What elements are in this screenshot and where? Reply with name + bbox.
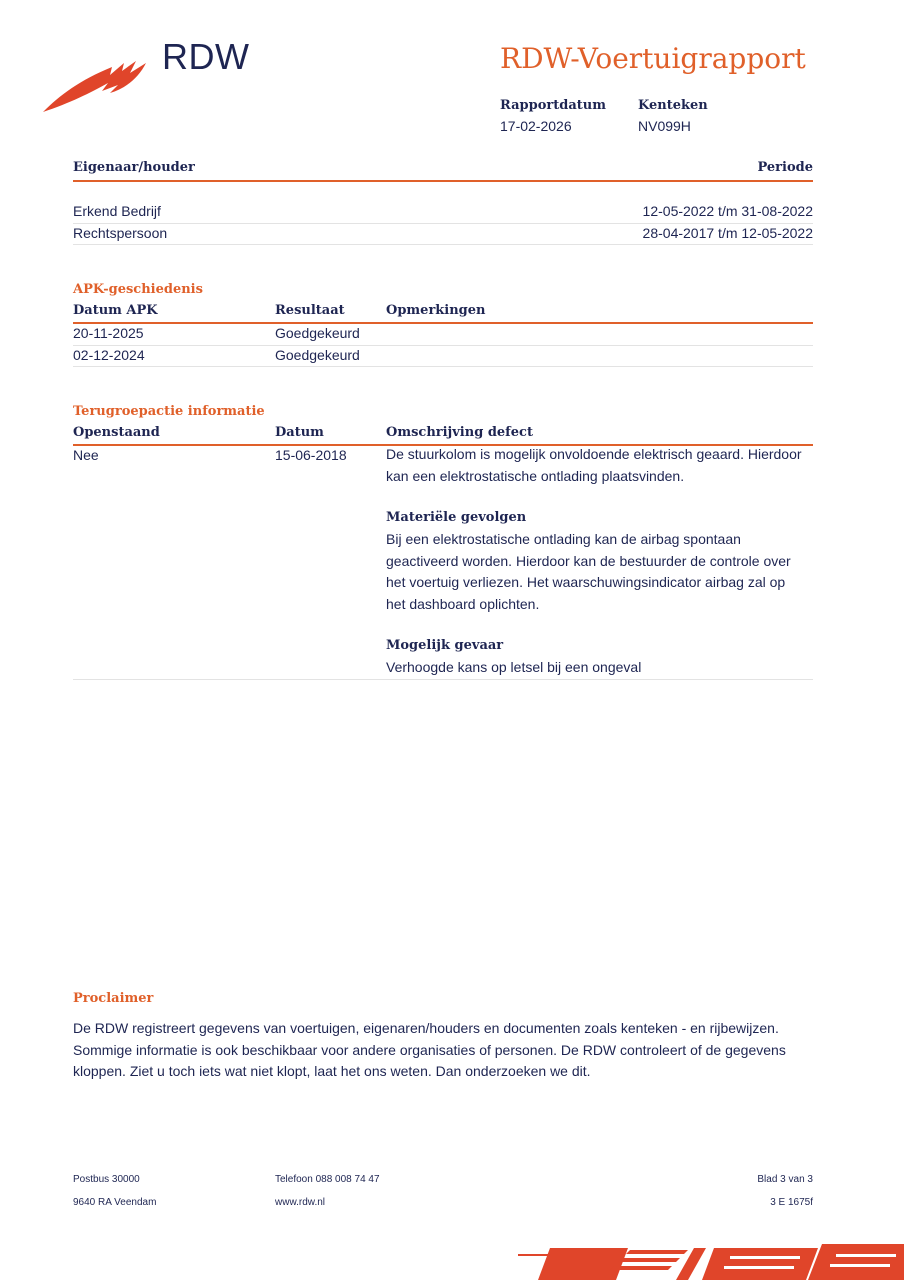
- rdw-logo: [40, 55, 150, 115]
- apk-row-1-result: Goedgekeurd: [275, 325, 360, 341]
- material-line: Bij een elektrostatische ontlading kan de airbag spontaan: [386, 531, 741, 547]
- recall-open-value: Nee: [73, 447, 99, 463]
- apk-row-1-date: 20-11-2025: [73, 325, 144, 341]
- report-date: 17-02-2026: [500, 118, 572, 134]
- recall-open-header: Openstaand: [73, 425, 160, 440]
- apk-remarks-header: Opmerkingen: [386, 303, 486, 318]
- recall-date-header: Datum: [275, 425, 324, 440]
- footer-postbus: Postbus 30000: [73, 1174, 140, 1185]
- proclaimer-line: Sommige informatie is ook beschikbaar voor andere organisaties of personen. De RDW controleert of de gegevens: [73, 1041, 786, 1058]
- owner-row-2-period: 28-04-2017 t/m 12-05-2022: [642, 225, 813, 241]
- recall-description: [386, 444, 806, 487]
- divider: [73, 180, 813, 182]
- owner-row-1-period: 12-05-2022 t/m 31-08-2022: [642, 203, 813, 219]
- material-line: het dashboard oplichten.: [386, 595, 540, 612]
- divider: [73, 366, 813, 367]
- apk-section-title: APK-geschiedenis: [73, 282, 203, 297]
- plate-label: Kenteken: [638, 98, 708, 113]
- apk-date-header: Datum APK: [73, 303, 158, 318]
- footer-page-number: Blad 3 van 3: [757, 1174, 813, 1185]
- stripes-icon: [518, 1244, 904, 1280]
- proclaimer-title: Proclaimer: [73, 991, 154, 1006]
- divider: [73, 322, 813, 324]
- owner-row-1-owner: Erkend Bedrijf: [73, 203, 161, 219]
- possible-danger-text: Verhoogde kans op letsel bij een ongeval: [386, 659, 642, 675]
- material-consequences-text: [386, 529, 806, 615]
- divider: [73, 679, 813, 680]
- material-line: geactiveerd worden. Hierdoor kan de bestuurder de controle over: [386, 552, 791, 569]
- apk-result-header: Resultaat: [275, 303, 345, 318]
- material-consequences-title: Materiële gevolgen: [386, 510, 527, 525]
- possible-danger-title: Mogelijk gevaar: [386, 638, 504, 653]
- period-column-header: Periode: [757, 160, 813, 175]
- footer-web-link[interactable]: www.rdw.nl: [275, 1197, 326, 1208]
- recall-desc-line: kan een elektrostatische ontlading plaatsvinden.: [386, 467, 685, 484]
- apk-row-2-date: 02-12-2024: [73, 347, 145, 363]
- recall-date-value: 15-06-2018: [275, 447, 347, 463]
- footer-phone: Telefoon 088 008 74 47: [275, 1174, 380, 1185]
- proclaimer-line: kloppen. Ziet u toch iets wat niet klopt, laat het ons weten. Dan onderzoeken we dit.: [73, 1063, 591, 1079]
- recall-section-title: Terugroepactie informatie: [73, 404, 265, 419]
- footer-city: 9640 RA Veendam: [73, 1197, 157, 1208]
- material-line: het voertuig verliezen. Het waarschuwingsindicator airbag zal op: [386, 574, 786, 590]
- footer-code: 3 E 1675f: [770, 1197, 813, 1208]
- apk-row-2-result: Goedgekeurd: [275, 347, 360, 363]
- recall-desc-line: De stuurkolom is mogelijk onvoldoende elektrisch geaard. Hierdoor: [386, 446, 802, 462]
- logo-text: RDW: [162, 36, 250, 77]
- divider: [73, 244, 813, 245]
- owner-column-header: Eigenaar/houder: [73, 160, 195, 175]
- report-date-label: Rapportdatum: [500, 98, 606, 113]
- plate-value: NV099H: [638, 118, 691, 134]
- divider: [73, 223, 813, 224]
- proclaimer-text: [73, 1018, 813, 1083]
- report-title: RDW-Voertuigrapport: [500, 42, 806, 75]
- owner-row-2-owner: Rechtspersoon: [73, 225, 168, 241]
- divider: [73, 345, 813, 346]
- recall-desc-header: Omschrijving defect: [386, 425, 533, 440]
- feather-icon: [40, 55, 150, 115]
- decorative-stripes: [518, 1244, 904, 1280]
- proclaimer-line: De RDW registreert gegevens van voertuigen, eigenaren/houders en documenten zoals kenteken - en rijbewijzen.: [73, 1020, 779, 1036]
